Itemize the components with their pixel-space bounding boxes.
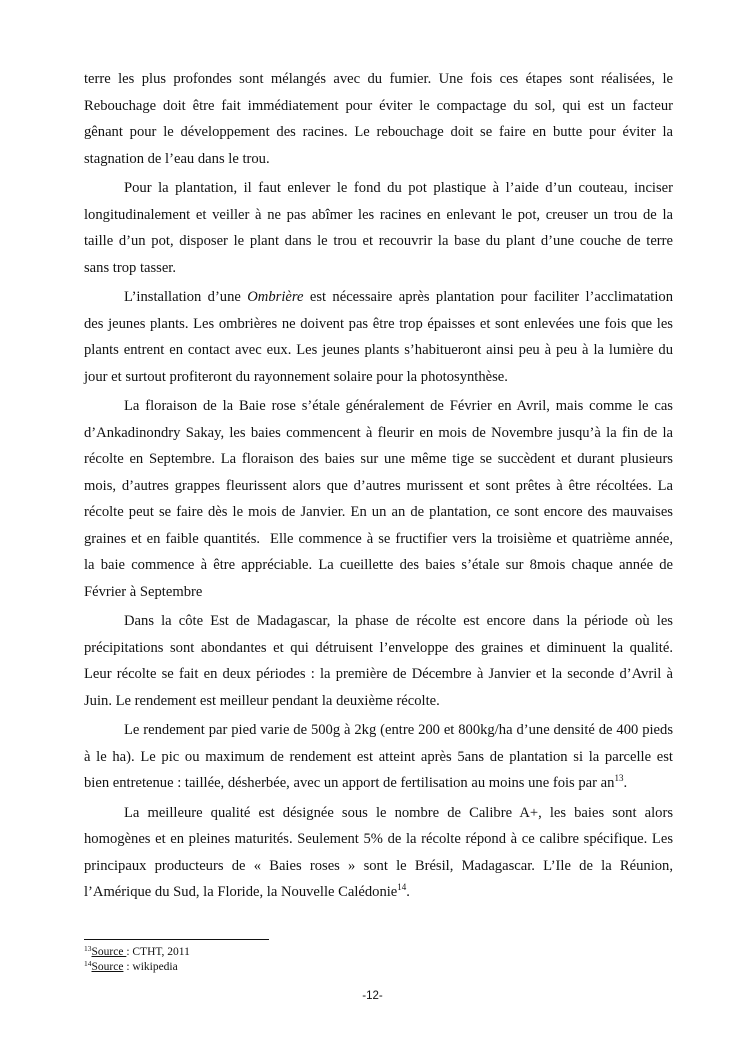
footnote-label: Source (91, 961, 124, 973)
text-segment: terre les plus profondes sont mélangés avec du fumier. Une fois ces étapes sont réalisées, le (84, 71, 673, 87)
text-segment: L’installation d’une (124, 288, 248, 305)
footnote-reference: 14 (397, 882, 407, 893)
italic-term: Ombrière (247, 288, 304, 305)
text-line (84, 688, 673, 715)
text-line (84, 552, 673, 579)
text-line (84, 526, 673, 553)
text-line (84, 66, 673, 93)
footnote-number: 13 (84, 944, 92, 953)
text-segment: jour et surtout profiteront du rayonnement solaire pour la photosynthèse. (84, 368, 508, 385)
text-segment: Février à Septembre (84, 584, 203, 601)
text-line (84, 800, 673, 827)
paragraph (84, 800, 673, 906)
paragraph (84, 66, 673, 172)
text-segment: La floraison de la Baie rose s’étale généralement de Février en Avril, mais comme le cas (124, 397, 673, 414)
paragraph (84, 608, 673, 714)
text-line (84, 579, 673, 606)
text-line (84, 446, 673, 473)
text-segment: à le ha). Le pic ou maximum de rendement est atteint après 5ans de plantation si la parcelle est (84, 748, 673, 765)
footnote-13 (84, 945, 190, 960)
text-line (84, 228, 673, 255)
text-segment: . (623, 775, 628, 792)
text-segment: récolte peut se faire dès le mois de Janvier. En un an de plantation, ce sont encore des mauvaises (84, 504, 673, 521)
text-line (84, 146, 673, 173)
text-segment: précipitations sont abondantes et qui détruisent l’enveloppe des graines et diminuent la qualité. (84, 639, 673, 656)
text-line (84, 770, 673, 797)
footnote-14 (84, 960, 190, 975)
text-line (84, 337, 673, 364)
text-segment: Pour la plantation, il faut enlever le fond du pot plastique à l’aide d’un couteau, inciser (124, 179, 673, 196)
text-line (84, 93, 673, 120)
text-segment: des jeunes plants. Les ombrières ne doivent pas être trop épaisses et sont enlevées une fois que les (84, 315, 673, 332)
text-segment: stagnation de l’eau dans le trou. (84, 150, 270, 167)
paragraph (84, 393, 673, 606)
text-segment: Juin. Le rendement est meilleur pendant la deuxième récolte. (84, 693, 440, 710)
text-segment: Rebouchage doit être fait immédiatement pour éviter le compactage du sol, qui est un facteur (84, 97, 673, 114)
text-segment: La meilleure qualité est désignée sous le nombre de Calibre A+, les baies sont alors (124, 804, 673, 821)
text-line (84, 661, 673, 688)
text-segment: principaux producteurs de « Baies roses » sont le Brésil, Madagascar. L’Ile de la Réunion, (84, 857, 673, 874)
text-segment: taille d’un pot, disposer le plant dans le trou et recouvrir la base du plant d’une couche de terre (84, 233, 673, 250)
text-segment: la baie commence à être appréciable. La cueillette des baies s’étale sur 8mois chaque année de (84, 557, 673, 574)
text-segment: plants entrent en contact avec eux. Les jeunes plants s’habitueront ainsi peu à peu à la lumière du (84, 342, 673, 359)
text-line (84, 853, 673, 880)
footnote-text: : CTHT, 2011 (126, 946, 190, 958)
text-segment: bien entretenue : taillée, désherbée, avec un apport de fertilisation au moins une fois par an (84, 775, 615, 792)
text-line (84, 364, 673, 391)
text-line (84, 119, 673, 146)
footnotes (84, 945, 190, 975)
paragraph (84, 284, 673, 390)
text-line (84, 202, 673, 229)
text-segment: l’Amérique du Sud, la Floride, la Nouvelle Calédonie (84, 884, 398, 901)
footnote-reference: 13 (614, 773, 624, 784)
text-segment: homogènes et en pleines maturités. Seulement 5% de la récolte répond à ce calibre spécifique. Les (84, 831, 673, 848)
text-line (84, 608, 673, 635)
footnote-number: 14 (84, 959, 92, 968)
text-segment: d’Ankadinondry Sakay, les baies commencent à fleurir en mois de Novembre jusqu’à la fin de la (84, 424, 673, 441)
text-line (84, 744, 673, 771)
paragraph (84, 175, 673, 281)
text-line (84, 255, 673, 282)
text-segment: Leur récolte se fait en deux périodes : la première de Décembre à Janvier et la seconde d’Avril à (84, 666, 673, 683)
text-segment: sans trop tasser. (84, 259, 177, 276)
page-number: -12- (362, 990, 383, 1002)
text-segment: est nécessaire après plantation pour faciliter l’acclimatation (303, 288, 674, 305)
text-line (84, 420, 673, 447)
text-line (84, 717, 673, 744)
text-line (84, 393, 673, 420)
text-segment: graines et en faible quantités. Elle commence à se fructifier vers la troisième et quatrième année, (84, 530, 673, 547)
text-line (84, 311, 673, 338)
text-line (84, 473, 673, 500)
footnote-separator (84, 939, 269, 940)
text-line (84, 879, 673, 906)
text-line (84, 499, 673, 526)
text-line (84, 284, 673, 311)
document-body (84, 66, 673, 909)
text-segment: longitudinalement et veiller à ne pas abîmer les racines en enlevant le pot, creuser un trou de la (84, 206, 673, 223)
text-segment: . (406, 884, 410, 901)
text-segment: Le rendement par pied varie de 500g à 2kg (entre 200 et 800kg/ha d’une densité de 400 pieds (124, 722, 673, 739)
text-segment: récolte en Septembre. La floraison des baies sur une même tige se succèdent et durant plusieurs (84, 451, 673, 468)
text-line (84, 826, 673, 853)
text-segment: Dans la côte Est de Madagascar, la phase de récolte est encore dans la période où les (124, 613, 673, 630)
text-line (84, 635, 673, 662)
text-segment: gênant pour le développement des racines. Le rebouchage doit se faire en butte pour éviter la (84, 124, 673, 141)
text-segment: mois, d’autres grappes fleurissent alors que d’autres murissent et sont prêtes à être récoltées. La (84, 477, 673, 494)
text-line (84, 175, 673, 202)
footnote-label: Source (91, 946, 127, 958)
footnote-text: : wikipedia (123, 961, 178, 973)
paragraph (84, 717, 673, 797)
